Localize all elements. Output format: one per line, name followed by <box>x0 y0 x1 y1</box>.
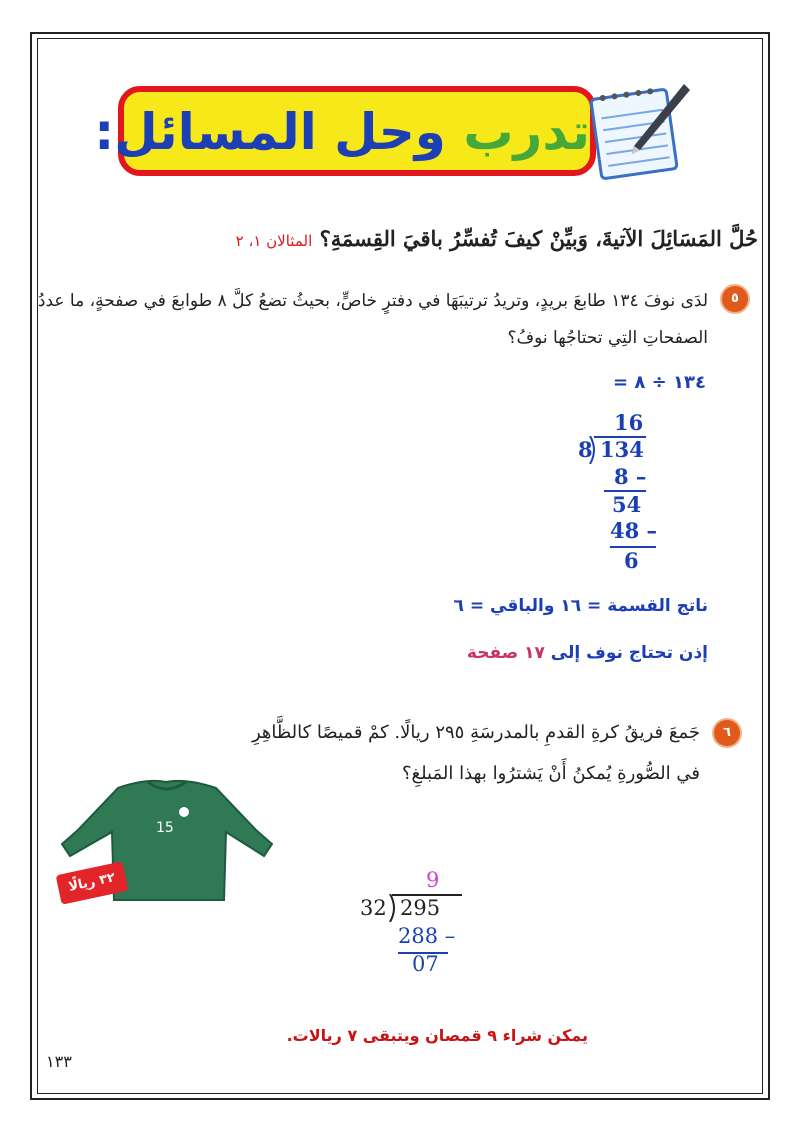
question-5-equation: ١٣٤ ÷ ٨ = <box>613 372 706 393</box>
q5-divisor: 8 <box>578 437 593 462</box>
q6-step-1: 288 – <box>398 924 456 948</box>
q6-remainder-1: 07 <box>412 952 439 976</box>
q6-quotient: 9 <box>426 868 440 892</box>
answer-value: ١٧ صفحة <box>466 643 545 663</box>
page-number: ١٣٣ <box>46 1052 72 1071</box>
notepad-pen-icon <box>588 80 692 180</box>
title-word-rest: وحل المسائل: <box>94 103 446 161</box>
page-title <box>94 92 590 172</box>
question-number-5: ٥ <box>722 286 748 312</box>
price-tag: ٣٢ ريالًا <box>56 861 129 904</box>
q5-step-2: 48 – <box>610 518 658 543</box>
answer-prefix: إذن تحتاج نوف إلى <box>550 643 708 663</box>
title-word-practice: تدرب <box>463 103 590 161</box>
question-5-line-1: لدَى نوفَ ١٣٤ طابعَ بريدٍ، وتريدُ ترتيبَهَا في دفترٍ خاصٍّ، بحيثُ تضعُ كلَّ ٨ طوابعَ في صفحةٍ، ما عددُ <box>37 291 708 311</box>
q5-quotient: 16 <box>614 410 644 435</box>
q6-dividend: 295 <box>400 896 441 920</box>
q5-dividend: 134 <box>600 437 644 462</box>
q5-remainder-1: 54 <box>612 492 642 517</box>
q5-division-bracket <box>588 436 598 464</box>
question-5-line-2: الصفحاتِ التِي تحتاجُها نوفُ؟ <box>507 328 708 348</box>
instructions-heading <box>58 226 758 251</box>
question-6-conclusion: يمكن شراء ٩ قمصان ويتبقى ٧ ريالات. <box>286 1026 588 1045</box>
question-5-answer <box>467 643 708 663</box>
shirt-number: 15 <box>156 820 174 836</box>
question-6-line-2: في الصُّورةِ يُمكنُ أَنْ يَشترُوا بهذا المَبلغِ؟ <box>401 763 700 784</box>
q5-remainder-2: 6 <box>624 548 639 573</box>
q6-divisor: 32 <box>360 896 387 920</box>
instructions-text: حُلَّ المَسَائِلَ الآتيةَ، وَبيِّنْ كيفَ تُفسِّرُ باقيَ القِسمَةِ؟ <box>319 226 758 251</box>
q6-division-bracket <box>388 894 398 922</box>
question-6-line-1: جَمعَ فريقُ كرةِ القدمِ بالمدرسَةِ ٢٩٥ ريالًا. كمْ قميصًا كالظَّاهِرِ <box>251 722 700 743</box>
question-number-6: ٦ <box>714 720 740 746</box>
examples-reference: المثالان ١، ٢ <box>235 232 313 250</box>
q5-step-1: 8 – <box>614 464 647 489</box>
question-5-result: ناتج القسمة = ١٦ والباقي = ٦ <box>453 596 708 616</box>
